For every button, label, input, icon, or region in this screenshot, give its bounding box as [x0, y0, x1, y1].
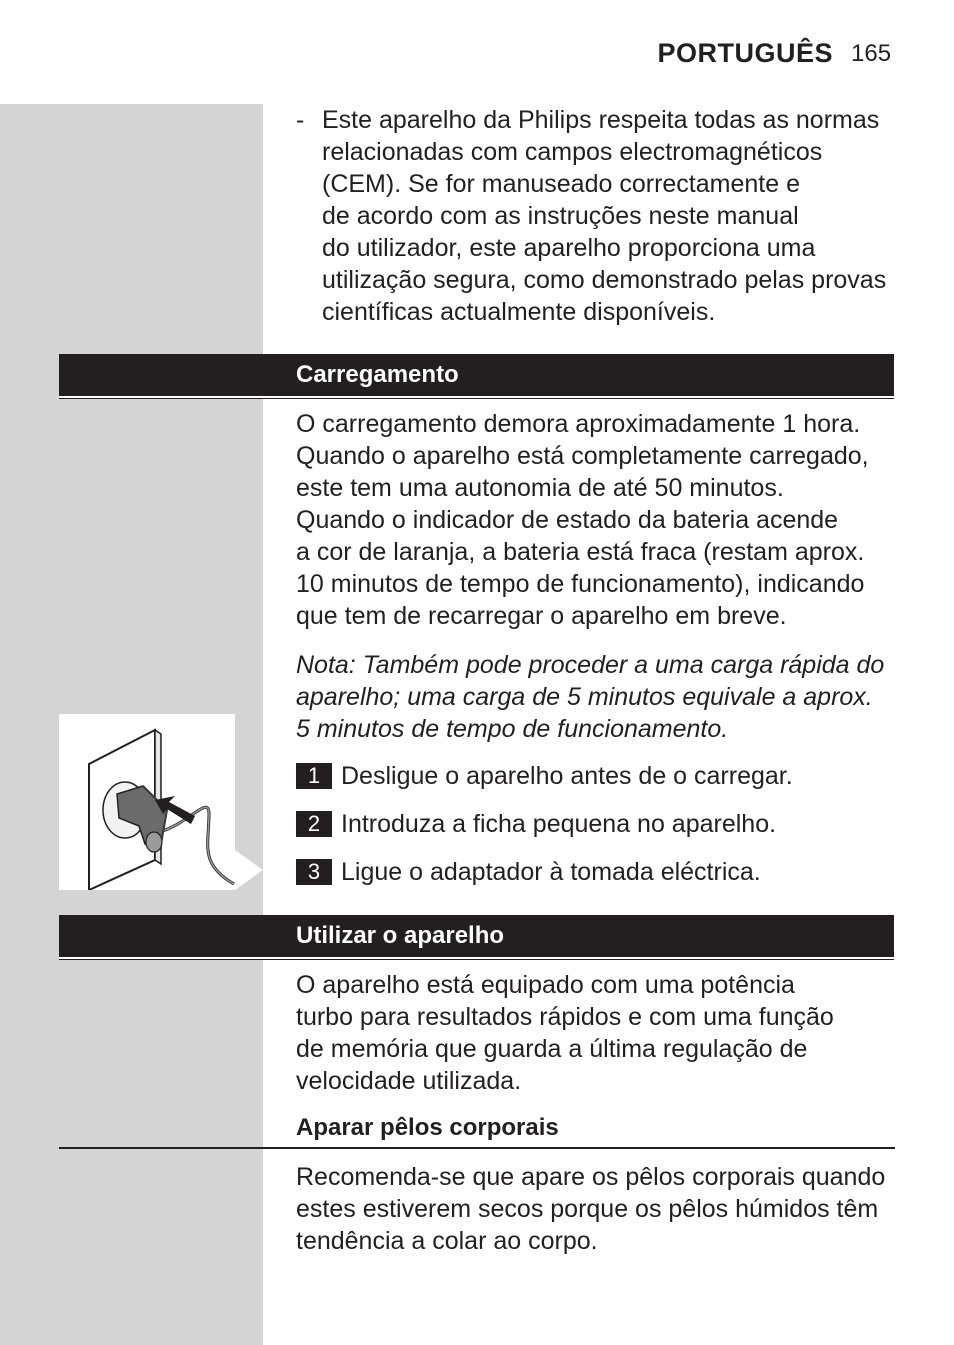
intro-paragraph — [322, 104, 886, 328]
note-line: aparelho; uma carga de 5 minutos equivale a aprox. — [296, 683, 873, 711]
step-number: 1 — [296, 763, 332, 789]
charging-line: 10 minutos de tempo de funcionamento), indicando — [296, 570, 865, 598]
intro-line: Este aparelho da Philips respeita todas as normas — [322, 106, 880, 134]
charging-paragraph — [296, 408, 869, 632]
charging-line: que tem de recarregar o aparelho em breve. — [296, 602, 787, 630]
trimming-paragraph — [296, 1161, 885, 1257]
charging-line: Quando o indicador de estado da bateria acende — [296, 506, 839, 534]
intro-line: (CEM). Se for manuseado correctamente e — [322, 170, 800, 198]
charging-line: este tem uma autonomia de até 50 minutos. — [296, 474, 784, 502]
step-3 — [296, 856, 761, 888]
charging-note — [296, 649, 884, 745]
section-bar-charging — [59, 354, 894, 398]
subheading-trimming: Aparar pêlos corporais — [296, 1114, 559, 1141]
using-paragraph — [296, 969, 834, 1097]
step-2 — [296, 808, 776, 840]
intro-line: de acordo com as instruções neste manual — [322, 202, 799, 230]
subheading-rule — [59, 1147, 895, 1149]
page-number: 165 — [851, 40, 892, 67]
trimming-line: tendência a colar ao corpo. — [296, 1227, 598, 1255]
plug-socket-icon — [59, 714, 235, 890]
trimming-line: Recomenda-se que apare os pêlos corporais quando — [296, 1163, 886, 1191]
step-text: Ligue o adaptador à tomada eléctrica. — [341, 858, 761, 886]
intro-line: científicas actualmente disponíveis. — [322, 298, 716, 326]
section-heading-charging: Carregamento — [296, 361, 459, 388]
callout-pointer — [235, 850, 265, 890]
section-heading-using: Utilizar o aparelho — [296, 922, 505, 949]
note-line: Nota: Também pode proceder a uma carga rápida do — [296, 651, 885, 679]
using-line: O aparelho está equipado com uma potência — [296, 971, 795, 999]
using-line: turbo para resultados rápidos e com uma função — [296, 1003, 834, 1031]
using-line: velocidade utilizada. — [296, 1067, 522, 1095]
intro-line: do utilizador, este aparelho proporciona uma — [322, 234, 816, 262]
charging-line: Quando o aparelho está completamente carregado, — [296, 442, 869, 470]
charging-line: O carregamento demora aproximadamente 1 hora. — [296, 410, 861, 438]
trimming-line: estes estiverem secos porque os pêlos húmidos têm — [296, 1195, 879, 1223]
language-title: PORTUGUÊS — [657, 38, 833, 68]
charging-illustration — [59, 714, 235, 890]
section-bar-using — [59, 915, 894, 959]
step-1 — [296, 760, 793, 792]
using-line: de memória que guarda a última regulação de — [296, 1035, 808, 1063]
note-line: 5 minutos de tempo de funcionamento. — [296, 715, 729, 743]
step-text: Desligue o aparelho antes de o carregar. — [341, 762, 793, 790]
charging-line: a cor de laranja, a bateria está fraca (restam aprox. — [296, 538, 865, 566]
step-number: 2 — [296, 811, 332, 837]
intro-line: utilização segura, como demonstrado pelas provas — [322, 266, 887, 294]
step-text: Introduza a ficha pequena no aparelho. — [341, 810, 777, 838]
bullet-dash: - — [296, 106, 305, 134]
step-number: 3 — [296, 859, 332, 885]
intro-line: relacionadas com campos electromagnéticos — [322, 138, 823, 166]
